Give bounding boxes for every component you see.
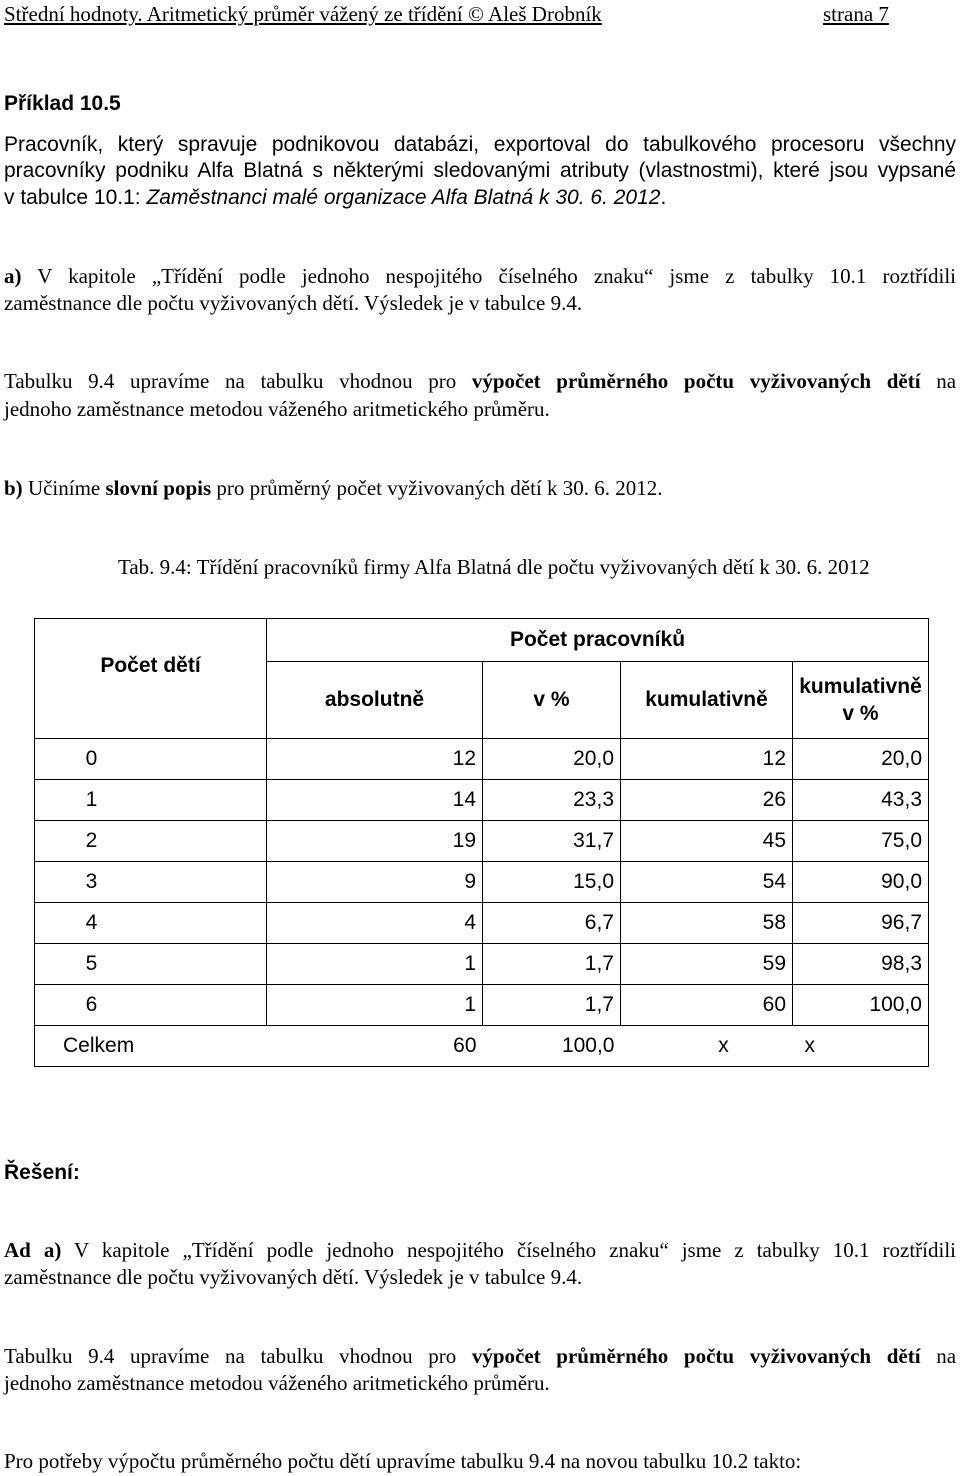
cell-cumulative-percent: 100,0	[793, 985, 929, 1026]
cell-percent: 1,7	[483, 944, 621, 985]
table-note-emphasis: výpočet průměrného počtu vyživovaných dětí	[471, 369, 921, 393]
cell-absolute: 14	[267, 780, 483, 821]
cell-cumulative-percent: 98,3	[793, 944, 929, 985]
total-percent: 100,0	[483, 1026, 621, 1067]
cell-absolute: 12	[267, 739, 483, 780]
cell-absolute: 1	[267, 985, 483, 1026]
intro-line-3: v tabulce 10.1: Zaměstnanci malé organizace Alfa Blatná k 30. 6. 2012.	[4, 186, 667, 209]
solution-title: Řešení:	[4, 1161, 80, 1184]
header-absolute: absolutně	[267, 662, 483, 739]
cell-cumulative-percent: 90,0	[793, 862, 929, 903]
table-row	[35, 780, 929, 821]
header-cumulative: kumulativně	[621, 662, 793, 739]
cell-percent: 31,7	[483, 821, 621, 862]
table-row	[35, 985, 929, 1026]
intro-line-2: pracovníky podniku Alfa Blatná s některými sledovanými atributy (vlastnostmi), které jsou vypsané	[4, 159, 956, 182]
cell-percent: 15,0	[483, 862, 621, 903]
cell-absolute: 19	[267, 821, 483, 862]
table-total-row	[35, 1026, 929, 1067]
task-a-line-2: zaměstnance dle počtu vyživovaných dětí. Výsledek je v tabulce 9.4.	[4, 291, 583, 315]
table-row	[35, 739, 929, 780]
cell-cumulative: 45	[621, 821, 793, 862]
cell-children: 1	[35, 780, 267, 821]
solution-a-label: Ad a)	[4, 1238, 62, 1262]
cell-cumulative-percent: 43,3	[793, 780, 929, 821]
cell-cumulative-percent: 96,7	[793, 903, 929, 944]
task-a-line-1: a) V kapitole „Třídění podle jednoho nespojitého číselného znaku“ jsme z tabulky 10.1 roztřídili	[4, 264, 956, 288]
solution-note-line-1: Tabulku 9.4 upravíme na tabulku vhodnou pro výpočet průměrného počtu vyživovaných dětí na	[4, 1344, 957, 1368]
cell-cumulative: 58	[621, 903, 793, 944]
cell-cumulative: 12	[621, 739, 793, 780]
table-note-line-1: Tabulku 9.4 upravíme na tabulku vhodnou pro výpočet průměrného počtu vyživovaných dětí na	[4, 369, 957, 393]
cell-children: 3	[35, 862, 267, 903]
cell-percent: 20,0	[483, 739, 621, 780]
cell-cumulative-percent: 20,0	[793, 739, 929, 780]
task-b-label: b)	[4, 476, 23, 500]
example-title: Příklad 10.5	[4, 92, 121, 115]
cell-cumulative: 60	[621, 985, 793, 1026]
task-a-label: a)	[4, 264, 22, 288]
cell-cumulative-percent: 75,0	[793, 821, 929, 862]
cell-absolute: 1	[267, 944, 483, 985]
cell-absolute: 9	[267, 862, 483, 903]
cell-cumulative: 54	[621, 862, 793, 903]
intro-line-1: Pracovník, který spravuje podnikovou databázi, exportoval do tabulkového procesoru všechny	[4, 133, 956, 156]
header-children-count: Počet dětí	[35, 619, 267, 739]
total-cumulative: x	[621, 1026, 793, 1067]
header-percent: v %	[483, 662, 621, 739]
cell-cumulative: 59	[621, 944, 793, 985]
task-b-emphasis: slovní popis	[105, 476, 212, 500]
cell-percent: 23,3	[483, 780, 621, 821]
page-header: Střední hodnoty. Aritmetický průměr vážený ze třídění © Aleš Drobník	[4, 2, 602, 26]
total-absolute: 60	[267, 1026, 483, 1067]
table-row	[35, 944, 929, 985]
children-frequency-table	[34, 618, 929, 1067]
task-b-line: b) Učiníme slovní popis pro průměrný počet vyživovaných dětí k 30. 6. 2012.	[4, 476, 663, 500]
table-row	[35, 862, 929, 903]
page-number: strana 7	[823, 2, 889, 26]
total-label: Celkem	[35, 1026, 267, 1067]
cell-absolute: 4	[267, 903, 483, 944]
cell-cumulative: 26	[621, 780, 793, 821]
cell-children: 4	[35, 903, 267, 944]
solution-note-emphasis: výpočet průměrného počtu vyživovaných dětí	[471, 1344, 921, 1368]
table-caption: Tab. 9.4: Třídění pracovníků firmy Alfa Blatná dle počtu vyživovaných dětí k 30. 6. 2012	[118, 555, 870, 579]
cell-children: 2	[35, 821, 267, 862]
table-row	[35, 903, 929, 944]
solution-a-line-2: zaměstnance dle počtu vyživovaných dětí. Výsledek je v tabulce 9.4.	[4, 1265, 583, 1289]
cell-children: 5	[35, 944, 267, 985]
cell-percent: 6,7	[483, 903, 621, 944]
cell-children: 6	[35, 985, 267, 1026]
total-cumulative-percent: x	[793, 1026, 929, 1067]
table-note-line-2: jednoho zaměstnance metodou váženého aritmetického průměru.	[4, 397, 550, 421]
cell-percent: 1,7	[483, 985, 621, 1026]
table-reference: Zaměstnanci malé organizace Alfa Blatná k 30. 6. 2012	[146, 186, 661, 209]
solution-note-line-2: jednoho zaměstnance metodou váženého aritmetického průměru.	[4, 1371, 550, 1395]
solution-a-line-1: Ad a) V kapitole „Třídění podle jednoho nespojitého číselného znaku“ jsme z tabulky 10.1 roztřídili	[4, 1238, 956, 1262]
final-line: Pro potřeby výpočtu průměrného počtu dětí upravíme tabulku 9.4 na novou tabulku 10.2 takto:	[4, 1449, 802, 1473]
header-cumulative-percent: kumulativně v %	[793, 662, 929, 739]
table-row	[35, 821, 929, 862]
header-worker-count: Počet pracovníků	[267, 619, 929, 662]
cell-children: 0	[35, 739, 267, 780]
